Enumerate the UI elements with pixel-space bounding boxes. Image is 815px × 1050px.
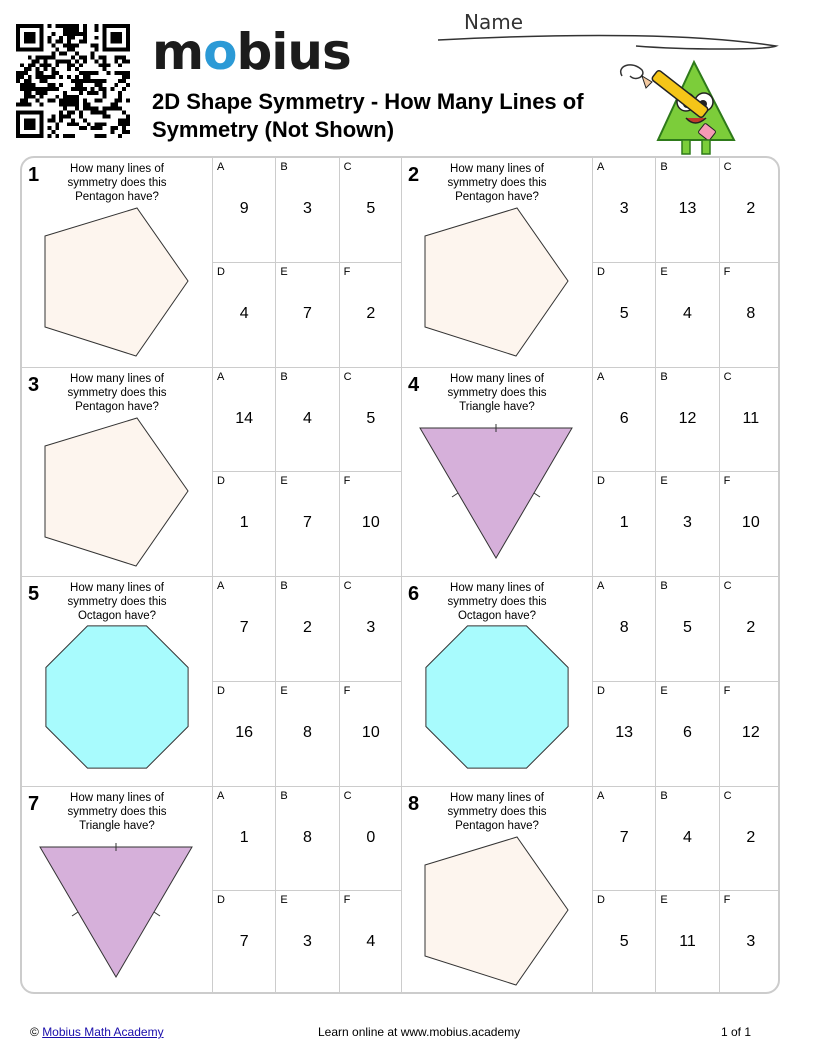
answer-choices bbox=[592, 158, 780, 367]
answer-choice-d[interactable] bbox=[592, 682, 655, 787]
choice-letter: B bbox=[280, 789, 288, 802]
question-prompt: How many lines of symmetry does this Pentagon have? bbox=[447, 163, 547, 203]
answer-choice-d[interactable] bbox=[212, 472, 275, 577]
choice-letter: F bbox=[343, 475, 351, 487]
answer-choice-f[interactable] bbox=[339, 263, 402, 368]
question-3 bbox=[22, 368, 402, 578]
choice-letter: D bbox=[597, 265, 605, 278]
choice-letter: F bbox=[723, 894, 731, 906]
choice-letter: F bbox=[343, 265, 351, 278]
academy-link[interactable]: Mobius Math Academy bbox=[42, 1025, 164, 1039]
answer-choice-a[interactable] bbox=[212, 368, 275, 473]
choice-value: 3 bbox=[366, 619, 376, 636]
answer-choice-e[interactable] bbox=[655, 682, 718, 787]
choice-letter: D bbox=[217, 475, 225, 487]
choice-letter: C bbox=[343, 370, 352, 383]
choice-letter: E bbox=[660, 894, 668, 906]
choice-value: 2 bbox=[746, 619, 756, 636]
footer bbox=[30, 1025, 751, 1041]
question-2 bbox=[402, 158, 780, 368]
choice-value: 5 bbox=[683, 619, 692, 636]
choice-value: 3 bbox=[303, 200, 312, 217]
qr-code bbox=[16, 24, 130, 138]
footer-copyright: © Mobius Math Academy bbox=[30, 1025, 164, 1039]
question-prompt: How many lines of symmetry does this Triangle have? bbox=[447, 372, 547, 413]
choice-value: 12 bbox=[678, 409, 697, 427]
choice-letter: E bbox=[280, 265, 288, 278]
question-grid bbox=[20, 156, 780, 994]
choice-value: 0 bbox=[366, 828, 376, 846]
answer-choice-b[interactable] bbox=[655, 368, 718, 473]
choice-value: 3 bbox=[683, 514, 692, 531]
choice-letter: A bbox=[217, 789, 225, 802]
question-prompt: How many lines of symmetry does this Pentagon have? bbox=[67, 372, 167, 413]
choice-letter: F bbox=[723, 684, 731, 697]
choice-value: 10 bbox=[741, 514, 760, 531]
choice-value: 13 bbox=[678, 200, 697, 217]
choice-value: 12 bbox=[741, 723, 760, 741]
choice-letter: C bbox=[723, 161, 732, 173]
answer-choice-d[interactable] bbox=[212, 263, 275, 368]
answer-choice-a[interactable] bbox=[212, 158, 275, 263]
answer-choice-f[interactable] bbox=[339, 682, 402, 787]
choice-value: 3 bbox=[746, 933, 756, 950]
equal-side-tick bbox=[534, 493, 540, 497]
brand-logo bbox=[152, 22, 351, 82]
page-title: 2D Shape Symmetry - How Many Lines of Symmetry (Not Shown) bbox=[152, 89, 584, 142]
choice-value: 1 bbox=[619, 514, 629, 531]
choice-value: 5 bbox=[619, 304, 629, 322]
question-8 bbox=[402, 787, 780, 995]
question-prompt: How many lines of symmetry does this Pentagon have? bbox=[67, 163, 167, 203]
choice-value: 10 bbox=[361, 514, 380, 531]
choice-value: 2 bbox=[746, 200, 756, 217]
answer-choice-b[interactable] bbox=[275, 158, 338, 263]
choice-value: 9 bbox=[239, 200, 249, 217]
question-prompt: How many lines of symmetry does this Triangle have? bbox=[67, 791, 167, 832]
answer-choice-a[interactable] bbox=[592, 368, 655, 473]
choice-letter: E bbox=[280, 475, 288, 487]
choice-value: 8 bbox=[619, 619, 629, 636]
choice-value: 5 bbox=[619, 933, 629, 950]
answer-choice-b[interactable] bbox=[655, 787, 718, 892]
answer-choice-e[interactable] bbox=[275, 472, 338, 577]
choice-value: 7 bbox=[619, 828, 629, 846]
answer-choice-a[interactable] bbox=[592, 577, 655, 682]
choice-value: 4 bbox=[683, 828, 692, 846]
choice-letter: F bbox=[343, 684, 351, 697]
answer-choice-f[interactable] bbox=[719, 891, 780, 994]
choice-letter: D bbox=[597, 894, 605, 906]
footer-learn-online: Learn online at www.mobius.academy bbox=[318, 1025, 521, 1039]
choice-value: 5 bbox=[366, 409, 376, 427]
choice-letter: B bbox=[660, 580, 668, 592]
question-number: 2 bbox=[408, 164, 420, 186]
answer-choice-a[interactable] bbox=[212, 577, 275, 682]
question-number: 1 bbox=[28, 164, 40, 186]
choice-value: 7 bbox=[239, 933, 249, 950]
choice-value: 11 bbox=[679, 933, 696, 950]
answer-choices bbox=[592, 577, 780, 786]
question-number: 3 bbox=[28, 373, 40, 396]
answer-choice-c[interactable] bbox=[719, 577, 780, 682]
choice-value: 5 bbox=[366, 200, 376, 217]
answer-choice-c[interactable] bbox=[719, 368, 780, 473]
answer-choice-a[interactable] bbox=[592, 787, 655, 892]
answer-choice-c[interactable] bbox=[339, 577, 402, 682]
choice-value: 2 bbox=[746, 828, 756, 846]
question-prompt: How many lines of symmetry does this Pentagon have? bbox=[447, 791, 547, 832]
choice-value: 7 bbox=[303, 514, 312, 531]
choice-letter: B bbox=[660, 789, 668, 802]
equal-side-tick bbox=[452, 493, 458, 497]
choice-letter: D bbox=[597, 684, 605, 697]
choice-value: 7 bbox=[239, 619, 249, 636]
answer-choice-d[interactable] bbox=[592, 891, 655, 994]
choice-letter: B bbox=[280, 161, 288, 173]
answer-choice-f[interactable] bbox=[719, 472, 780, 577]
answer-choices bbox=[592, 368, 780, 577]
answer-choices bbox=[212, 787, 402, 995]
answer-choices bbox=[592, 787, 780, 995]
choice-value: 4 bbox=[303, 409, 312, 427]
answer-choice-e[interactable] bbox=[275, 263, 338, 368]
question-prompt: How many lines of symmetry does this Octagon have? bbox=[67, 582, 167, 622]
choice-letter: C bbox=[343, 161, 352, 173]
choice-letter: B bbox=[660, 161, 668, 173]
choice-letter: F bbox=[723, 265, 731, 278]
answer-choices bbox=[212, 577, 402, 786]
equal-side-tick bbox=[154, 912, 160, 916]
question-number: 6 bbox=[408, 583, 420, 605]
answer-choices bbox=[212, 158, 402, 367]
choice-value: 8 bbox=[303, 723, 312, 741]
question-number: 7 bbox=[28, 792, 40, 815]
choice-letter: D bbox=[217, 684, 225, 697]
question-5 bbox=[22, 577, 402, 787]
choice-value: 3 bbox=[303, 933, 312, 950]
answer-choice-f[interactable] bbox=[339, 891, 402, 994]
choice-value: 4 bbox=[239, 304, 249, 322]
answer-choice-e[interactable] bbox=[655, 891, 718, 994]
choice-value: 6 bbox=[683, 723, 692, 741]
choice-value: 4 bbox=[683, 304, 692, 322]
choice-value: 4 bbox=[366, 933, 376, 950]
choice-letter: C bbox=[723, 370, 732, 383]
choice-letter: B bbox=[280, 580, 288, 592]
question-prompt: How many lines of symmetry does this Octagon have? bbox=[447, 582, 547, 622]
choice-letter: A bbox=[597, 580, 605, 592]
choice-value: 8 bbox=[303, 828, 312, 846]
choice-letter: A bbox=[597, 161, 605, 173]
question-4 bbox=[402, 368, 780, 578]
answer-choice-d[interactable] bbox=[592, 472, 655, 577]
page-number: 1 of 1 bbox=[720, 1025, 751, 1039]
choice-letter: C bbox=[723, 580, 732, 592]
choice-letter: F bbox=[343, 894, 351, 906]
answer-choice-b[interactable] bbox=[275, 577, 338, 682]
answer-choice-e[interactable] bbox=[275, 682, 338, 787]
question-7 bbox=[22, 787, 402, 995]
choice-letter: A bbox=[597, 789, 605, 802]
answer-choice-b[interactable] bbox=[655, 577, 718, 682]
choice-value: 16 bbox=[235, 723, 254, 741]
choice-value: 8 bbox=[746, 304, 756, 322]
choice-letter: A bbox=[217, 370, 225, 383]
answer-choice-b[interactable] bbox=[275, 368, 338, 473]
choice-letter: E bbox=[660, 475, 668, 487]
choice-letter: D bbox=[217, 894, 225, 906]
answer-choice-a[interactable] bbox=[592, 158, 655, 263]
choice-letter: A bbox=[217, 580, 225, 592]
question-1 bbox=[22, 158, 402, 368]
choice-letter: C bbox=[343, 789, 352, 802]
answer-choice-e[interactable] bbox=[655, 263, 718, 368]
choice-letter: E bbox=[280, 894, 288, 906]
choice-letter: D bbox=[217, 265, 225, 278]
brand-text: mobius bbox=[152, 23, 351, 81]
answer-choice-b[interactable] bbox=[275, 787, 338, 892]
choice-value: 2 bbox=[366, 304, 376, 322]
answer-choice-c[interactable] bbox=[719, 787, 780, 892]
choice-letter: E bbox=[280, 684, 288, 697]
answer-choice-d[interactable] bbox=[212, 891, 275, 994]
choice-letter: B bbox=[280, 370, 288, 383]
answer-choice-b[interactable] bbox=[655, 158, 718, 263]
pencil-mascot-icon bbox=[612, 48, 742, 158]
choice-letter: F bbox=[723, 475, 731, 487]
answer-choice-c[interactable] bbox=[339, 368, 402, 473]
answer-choice-e[interactable] bbox=[275, 891, 338, 994]
choice-value: 13 bbox=[615, 723, 634, 741]
name-label: Name bbox=[464, 10, 524, 34]
choice-letter: C bbox=[343, 580, 352, 592]
answer-choice-f[interactable] bbox=[719, 263, 780, 368]
question-number: 8 bbox=[408, 792, 420, 815]
choice-value: 2 bbox=[303, 619, 312, 636]
equal-side-tick bbox=[72, 912, 78, 916]
answer-choice-f[interactable] bbox=[339, 472, 402, 577]
choice-value: 6 bbox=[619, 409, 629, 427]
choice-value: 3 bbox=[619, 200, 629, 217]
choice-value: 1 bbox=[239, 828, 249, 846]
choice-letter: E bbox=[660, 265, 668, 278]
choice-value: 10 bbox=[361, 723, 380, 741]
question-number: 5 bbox=[28, 583, 40, 605]
choice-value: 11 bbox=[742, 409, 760, 427]
choice-value: 14 bbox=[235, 409, 254, 427]
question-number: 4 bbox=[408, 373, 420, 396]
choice-letter: A bbox=[597, 370, 605, 383]
choice-value: 1 bbox=[239, 514, 249, 531]
choice-letter: A bbox=[217, 161, 225, 173]
answer-choice-c[interactable] bbox=[719, 158, 780, 263]
answer-choice-f[interactable] bbox=[719, 682, 780, 787]
answer-choice-d[interactable] bbox=[212, 682, 275, 787]
answer-choice-c[interactable] bbox=[339, 787, 402, 892]
question-6 bbox=[402, 577, 780, 787]
choice-letter: C bbox=[723, 789, 732, 802]
answer-choice-d[interactable] bbox=[592, 263, 655, 368]
answer-choices bbox=[212, 368, 402, 577]
choice-letter: D bbox=[597, 475, 605, 487]
choice-letter: B bbox=[660, 370, 668, 383]
answer-choice-e[interactable] bbox=[655, 472, 718, 577]
choice-value: 7 bbox=[303, 304, 312, 322]
choice-letter: E bbox=[660, 684, 668, 697]
answer-choice-a[interactable] bbox=[212, 787, 275, 892]
answer-choice-c[interactable] bbox=[339, 158, 402, 263]
